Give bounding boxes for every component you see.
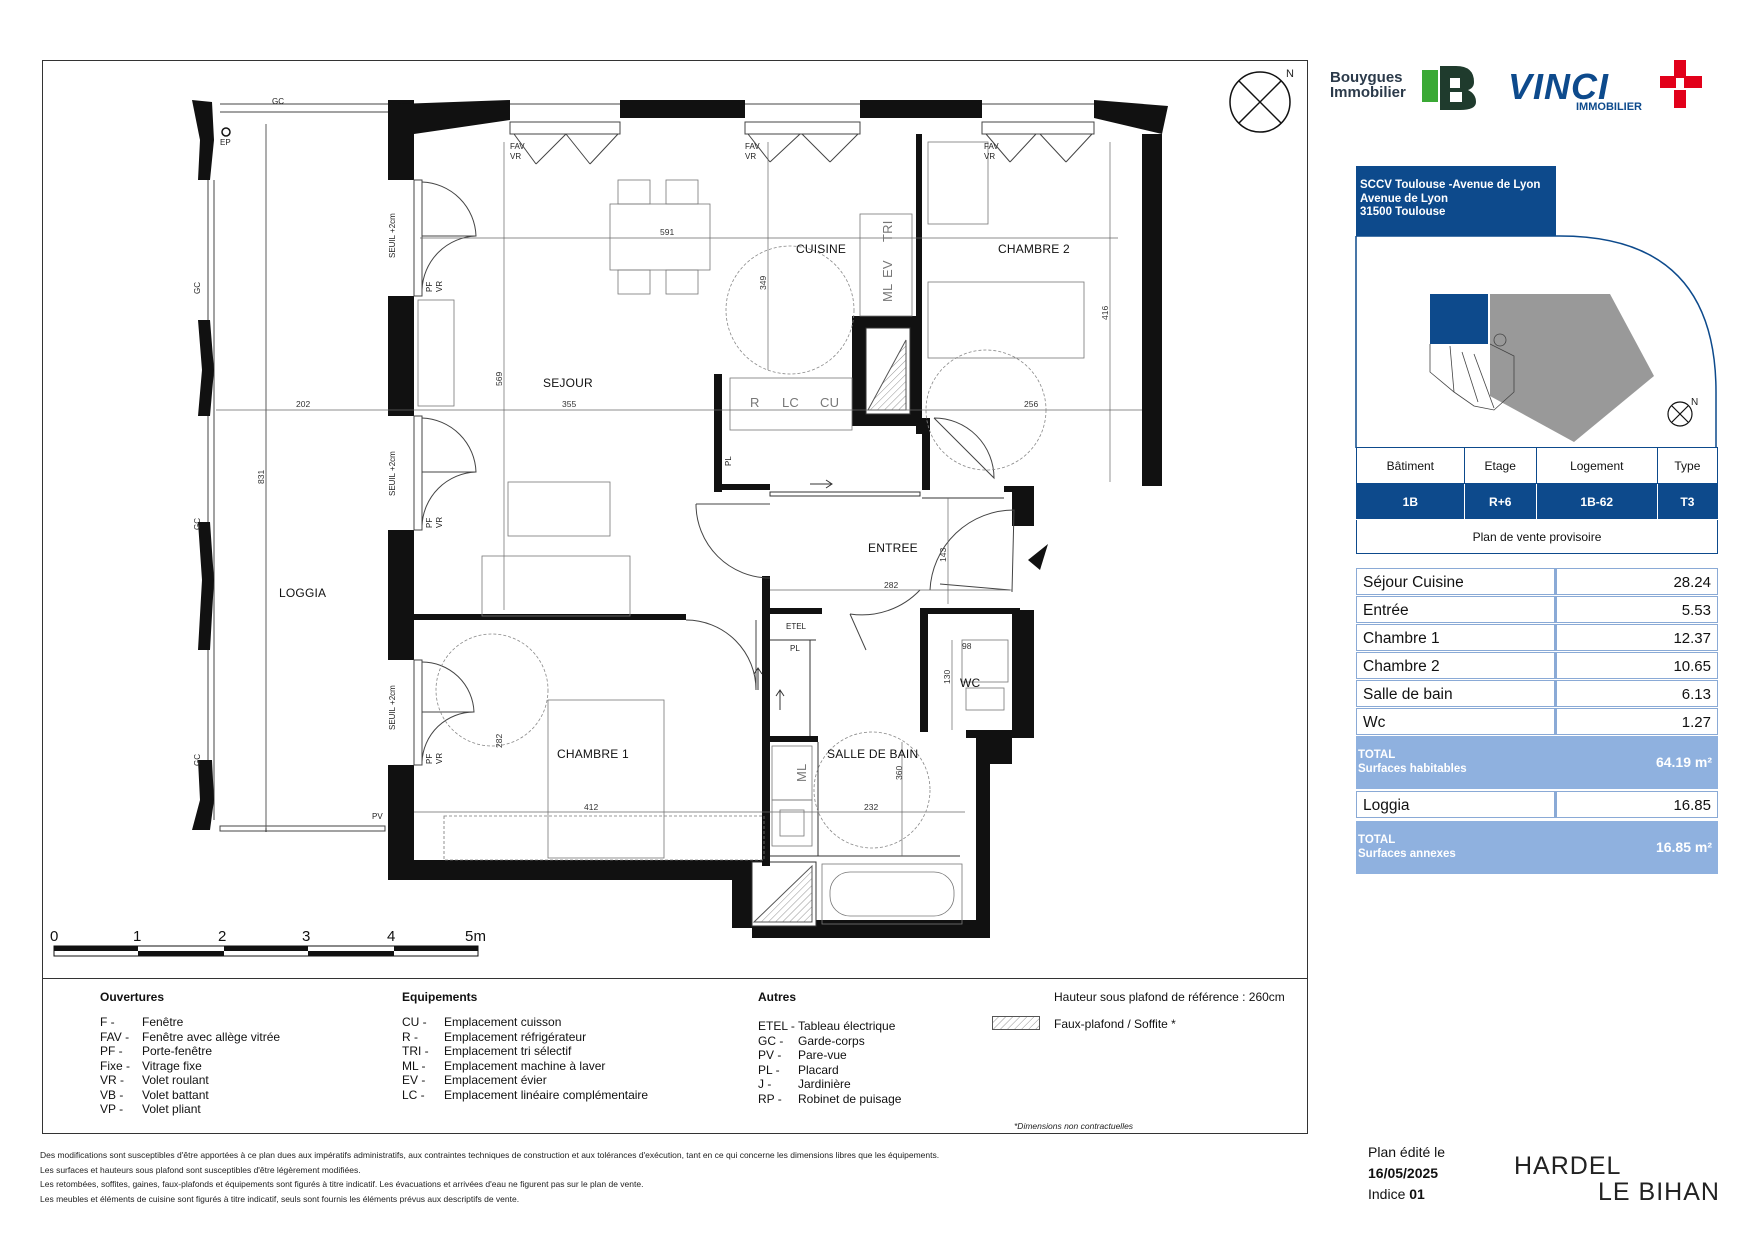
legend-item: PF - Porte-fenêtre — [100, 1044, 213, 1058]
table-row: Loggia 16.85 — [1356, 791, 1718, 819]
tri-label: TRI — [880, 220, 895, 242]
scale-tick-5: 5m — [465, 928, 487, 945]
edited-block — [1368, 1142, 1445, 1205]
legend-item: Fixe - Vitrage fixe — [100, 1058, 202, 1073]
dim-282-ch1: 282 — [494, 733, 504, 748]
dim-282-entree: 282 — [884, 580, 899, 590]
edited-date: 16/05/2025 — [1368, 1165, 1439, 1181]
scale-bar-graphic — [54, 946, 478, 956]
header-batiment: Bâtiment — [1357, 448, 1465, 484]
ep-label: EP — [220, 138, 231, 147]
header-logement: Logement — [1536, 448, 1657, 484]
table-row: Chambre 2 10.65 — [1356, 652, 1718, 680]
legend-item: ETEL - Tableau électrique — [758, 1019, 896, 1033]
room-label-cuisine: CUISINE — [796, 242, 847, 256]
faux-plafond-note: Faux-plafond / Soffite * — [1054, 1017, 1176, 1031]
dim-232: 232 — [864, 802, 879, 812]
indice-value: 01 — [1409, 1186, 1425, 1202]
project-line-2: Avenue de Lyon — [1360, 192, 1448, 205]
windows — [414, 104, 1094, 765]
cu-label: CU — [820, 395, 840, 410]
legend-item: F - Fenêtre — [100, 1015, 184, 1029]
dim-416: 416 — [1100, 305, 1110, 320]
legend-item: EV - Emplacement évier — [402, 1073, 547, 1087]
seuil-label-1: SEUIL +2cm — [388, 213, 397, 258]
total-annexes-row: TOTAL Surfaces annexes 16.85 m² — [1356, 821, 1718, 874]
legend-item: VP - Volet pliant — [100, 1102, 201, 1116]
room-label-loggia: LOGGIA — [279, 586, 327, 600]
edited-label: Plan édité le — [1368, 1144, 1446, 1160]
pf-label-1: PF — [425, 281, 434, 292]
pl-label-1: PL — [724, 456, 733, 466]
compass-icon — [1230, 72, 1290, 132]
legend-autres-title: Autres — [758, 990, 797, 1004]
vr-label-2: VR — [745, 152, 757, 161]
dim-98: 98 — [962, 641, 972, 651]
pv-label: PV — [372, 812, 383, 821]
scale-tick-0: 0 — [50, 928, 59, 945]
legend-equipements-title: Equipements — [402, 990, 478, 1004]
dimensions-note: *Dimensions non contractuelles — [1014, 1121, 1134, 1131]
dim-202: 202 — [296, 399, 311, 409]
value-etage: R+6 — [1464, 484, 1536, 520]
pl-label-2: PL — [790, 644, 800, 653]
dim-256: 256 — [1024, 399, 1039, 409]
legend-item: FAV - Fenêtre avec allège vitrée — [100, 1029, 281, 1044]
room-label-sdb: SALLE DE BAIN — [827, 747, 919, 761]
dim-130: 130 — [942, 669, 952, 684]
fav-label-3: FAV — [984, 142, 999, 151]
etel-label: ETEL — [786, 622, 807, 631]
vr-label-pf3: VR — [435, 752, 444, 764]
value-logement: 1B-62 — [1536, 484, 1657, 520]
table-row: Chambre 1 12.37 — [1356, 624, 1718, 652]
dim-591: 591 — [660, 227, 675, 237]
room-label-wc: WC — [960, 676, 981, 690]
scale-tick-3: 3 — [302, 928, 311, 945]
legend-item: GC - Garde-corps — [758, 1033, 865, 1048]
legend-item: R - Emplacement réfrigérateur — [402, 1029, 587, 1044]
bouygues-logo-text: Bouygues Immobilier — [1330, 69, 1406, 101]
scale-tick-2: 2 — [218, 928, 227, 945]
vinci-logo-sub: IMMOBILIER — [1576, 101, 1642, 113]
fav-label-1: FAV — [510, 142, 525, 151]
vr-label-pf2: VR — [435, 516, 444, 528]
dim-569: 569 — [494, 371, 504, 386]
legend-item: TRI - Emplacement tri sélectif — [402, 1044, 572, 1058]
legend-item: J - Jardinière — [758, 1077, 851, 1091]
vr-label-1: VR — [510, 152, 522, 161]
hardel-logo-1: HARDEL — [1514, 1152, 1622, 1180]
pf-label-2: PF — [425, 517, 434, 528]
legend-item: PL - Placard — [758, 1062, 839, 1077]
vr-label-3: VR — [984, 152, 996, 161]
loggia-outline — [208, 104, 390, 831]
gc-label-top: GC — [272, 97, 284, 106]
seuil-label-2: SEUIL +2cm — [388, 451, 397, 496]
legend-item: LC - Emplacement linéaire complémentaire — [402, 1087, 649, 1102]
bouygues-logo-icon — [1420, 62, 1476, 112]
total-habitable-row: TOTAL Surfaces habitables 64.19 m² — [1356, 736, 1718, 789]
gc-label-2: GC — [193, 518, 202, 530]
surfaces-table — [1356, 568, 1718, 876]
vinci-logo-text: VINCI — [1508, 66, 1610, 107]
scale-tick-4: 4 — [387, 928, 396, 945]
value-type: T3 — [1657, 484, 1717, 520]
room-label-entree: ENTREE — [868, 541, 918, 555]
loggia-posts — [192, 100, 214, 830]
project-line-3: 31500 Toulouse — [1360, 206, 1446, 218]
ml-label-kitchen: ML — [880, 283, 895, 302]
plan-note: Plan de vente provisoire — [1357, 520, 1718, 554]
ev-label: EV — [880, 260, 895, 278]
legend-item: VR - Volet roulant — [100, 1073, 209, 1087]
legend-item: VB - Volet battant — [100, 1087, 209, 1102]
map-compass-north-label: N — [1691, 397, 1699, 408]
room-label-chambre2: CHAMBRE 2 — [998, 242, 1070, 256]
hatch-swatch — [992, 1016, 1040, 1030]
indice-label: Indice — [1368, 1186, 1406, 1202]
compass-north-label: N — [1286, 68, 1294, 80]
location-map — [1354, 196, 1720, 450]
legend-item: PV - Pare-vue — [758, 1048, 847, 1062]
table-row: Salle de bain 6.13 — [1356, 680, 1718, 708]
vr-label-pf1: VR — [435, 280, 444, 292]
footer-notes: Des modifications sont susceptibles d'être apportées à ce plan dues aux impératifs administratifs, aux contraintes techniques de construction et aux tolérances d'exécution, tant en ce qui concerne les dimensions libres que les équipements. Les surfaces et hauteurs sous plafond sont susceptibles d'être légèrement modifiées. Les retombées, soffites, gaines, faux-plafonds et équipements sont figurés à titre indicatif. Les évacuations et arrivées d'eau ne figurent pas sur le plan de vente. Les meubles et éléments de cuisine sont figurés à titre indicatif, seuls sont fournis les éléments prévus aux descriptifs de vente. — [40, 1150, 940, 1204]
dim-360: 360 — [894, 765, 904, 780]
value-batiment: 1B — [1357, 484, 1465, 520]
scale-tick-1: 1 — [133, 928, 142, 945]
entry-arrow-icon — [1028, 544, 1048, 570]
dim-831: 831 — [256, 469, 266, 484]
hardel-logo-2: LE BIHAN — [1598, 1178, 1720, 1206]
gc-label-1: GC — [193, 282, 202, 294]
fav-label-2: FAV — [745, 142, 760, 151]
vinci-logo-icon — [1660, 60, 1704, 110]
dim-412: 412 — [584, 802, 599, 812]
r-label: R — [750, 395, 760, 410]
characteristics-table — [1356, 447, 1718, 554]
seuil-label-3: SEUIL +2cm — [388, 685, 397, 730]
gc-label-3: GC — [193, 754, 202, 766]
ep-icon — [222, 128, 230, 136]
legend-item: RP - Robinet de puisage — [758, 1091, 902, 1106]
table-row: Wc 1.27 — [1356, 708, 1718, 736]
room-label-chambre1: CHAMBRE 1 — [557, 747, 629, 761]
header-type: Type — [1657, 448, 1717, 484]
pf-label-3: PF — [425, 753, 434, 764]
header-etage: Etage — [1464, 448, 1536, 484]
ml-label-bath: ML — [794, 763, 809, 782]
room-label-sejour: SEJOUR — [543, 376, 593, 390]
map-compass-icon — [1668, 402, 1692, 426]
dim-143: 143 — [938, 547, 948, 562]
legend-ouvertures-title: Ouvertures — [100, 990, 165, 1004]
table-row: Séjour Cuisine 28.24 — [1356, 568, 1718, 596]
lc-label: LC — [782, 395, 800, 410]
ceiling-height-note: Hauteur sous plafond de référence : 260cm — [1054, 990, 1285, 1004]
dim-349: 349 — [758, 275, 768, 290]
interior-walls — [414, 134, 1034, 866]
legend-item: ML - Emplacement machine à laver — [402, 1058, 606, 1073]
table-row: Entrée 5.53 — [1356, 596, 1718, 624]
dim-355: 355 — [562, 399, 577, 409]
legend-item: CU - Emplacement cuisson — [402, 1015, 562, 1029]
project-line-1: SCCV Toulouse -Avenue de Lyon — [1360, 179, 1541, 191]
